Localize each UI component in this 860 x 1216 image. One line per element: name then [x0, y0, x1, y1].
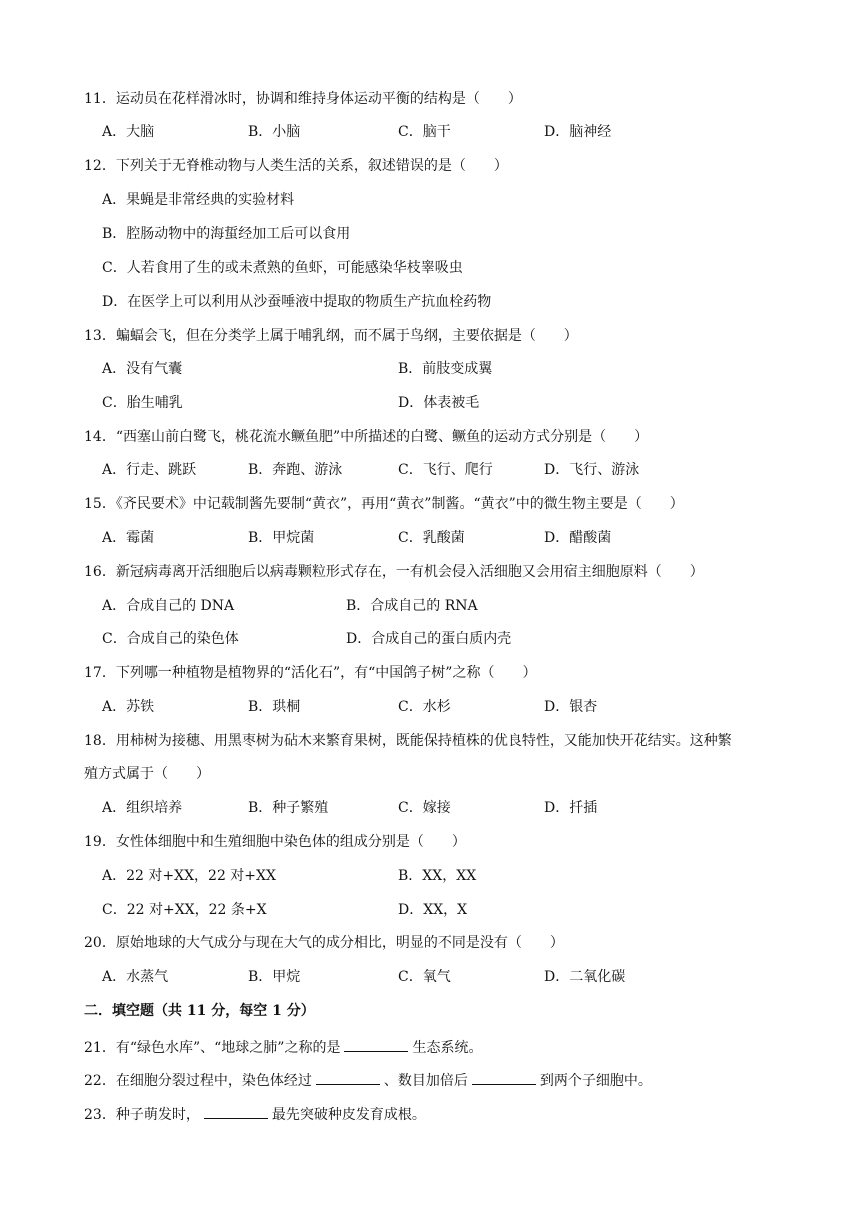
question-11-option-a: A．大脑: [102, 124, 155, 140]
answer-blank[interactable]: [204, 1102, 268, 1119]
question-18-option-c: C．嫁接: [398, 800, 451, 816]
question-23-text-before: 23．种子萌发时，: [84, 1107, 200, 1123]
question-13-option-a: A．没有气囊: [102, 361, 183, 377]
question-17-option-d: D．银杏: [544, 699, 598, 715]
question-17-option-b: B．珙桐: [248, 699, 301, 715]
question-19-stem: 19．女性体细胞中和生殖细胞中染色体的组成分别是（ ）: [84, 834, 466, 850]
question-18-option-b: B．种子繁殖: [248, 800, 329, 816]
question-22: [84, 1068, 652, 1091]
question-22-text-after: 到两个子细胞中。: [539, 1073, 652, 1089]
question-19-option-a: A．22 对+XX，22 对+XX: [102, 868, 276, 884]
question-13-option-d: D．体表被毛: [398, 395, 480, 411]
question-17-option-c: C．水杉: [398, 699, 451, 715]
question-17-option-a: A．苏铁: [102, 699, 155, 715]
question-13-option-c: C．胎生哺乳: [102, 395, 183, 411]
question-11-option-d: D．脑神经: [544, 124, 612, 140]
question-14-option-c: C．飞行、爬行: [398, 462, 493, 478]
question-18-option-a: A．组织培养: [102, 800, 183, 816]
question-14-option-a: A．行走、跳跃: [102, 462, 197, 478]
question-18-stem: 18．用柿树为接穗、用黑枣树为砧木来繁育果树，既能保持植株的优良特性，又能加快开花结实。这种繁: [84, 733, 732, 749]
question-12-stem: 12．下列关于无脊椎动物与人类生活的关系，叙述错误的是（ ）: [84, 158, 508, 174]
question-20-option-b: B．甲烷: [248, 969, 301, 985]
question-14-stem: 14．“西塞山前白鹭飞，桃花流水鳜鱼肥”中所描述的白鹭、鳜鱼的运动方式分别是（ ）: [84, 429, 649, 445]
question-18-option-d: D．扦插: [544, 800, 598, 816]
question-11-option-c: C．脑干: [398, 124, 451, 140]
question-23-text-after: 最先突破种皮发育成根。: [271, 1107, 426, 1123]
question-16-stem: 16．新冠病毒离开活细胞后以病毒颗粒形式存在，一有机会侵入活细胞又会用宿主细胞原料（ ）: [84, 564, 704, 580]
question-12-option-a: A．果蝇是非常经典的实验材料: [102, 192, 295, 208]
question-12-option-c: C．人若食用了生的或未煮熟的鱼虾，可能感染华枝睾吸虫: [102, 260, 463, 276]
answer-blank[interactable]: [472, 1068, 536, 1085]
question-20-option-d: D．二氧化碳: [544, 969, 626, 985]
question-16-option-d: D．合成自己的蛋白质内壳: [346, 631, 512, 647]
question-16-option-a: A．合成自己的 DNA: [102, 598, 235, 614]
question-14-option-b: B．奔跑、游泳: [248, 462, 343, 478]
question-11-option-b: B．小脑: [248, 124, 301, 140]
question-12-option-d: D．在医学上可以利用从沙蚕唾液中提取的物质生产抗血栓药物: [102, 294, 492, 310]
answer-blank[interactable]: [316, 1068, 380, 1085]
section-heading: 二．填空题（共 11 分，每空 1 分）: [84, 1003, 315, 1019]
answer-blank[interactable]: [344, 1035, 408, 1052]
question-19-option-d: D．XX，X: [398, 902, 468, 918]
question-16-option-b: B．合成自己的 RNA: [346, 598, 478, 614]
question-15-option-d: D．醋酸菌: [544, 530, 612, 546]
question-18-stem-continued: 殖方式属于（ ）: [84, 766, 210, 782]
question-20-option-c: C．氧气: [398, 969, 451, 985]
question-17-stem: 17．下列哪一种植物是植物界的“活化石”，有“中国鸽子树”之称（ ）: [84, 665, 537, 681]
question-21-text-before: 21．有“绿色水库”、“地球之肺”之称的是: [84, 1040, 341, 1056]
question-19-option-c: C．22 对+XX，22 条+X: [102, 902, 267, 918]
question-15-option-b: B．甲烷菌: [248, 530, 315, 546]
question-23: [84, 1102, 426, 1125]
question-15-option-c: C．乳酸菌: [398, 530, 465, 546]
question-21-text-after: 生态系统。: [412, 1040, 483, 1056]
question-12-option-b: B．腔肠动物中的海蜇经加工后可以食用: [102, 226, 351, 242]
question-14-option-d: D．飞行、游泳: [544, 462, 640, 478]
question-13-option-b: B．前肢变成翼: [398, 361, 493, 377]
question-15-stem: 15．《齐民要术》中记载制酱先要制“黄衣”，再用“黄衣”制酱。“黄衣”中的微生物主要是（ ）: [84, 496, 684, 512]
question-16-option-c: C．合成自己的染色体: [102, 631, 239, 647]
question-13-stem: 13．蝙蝠会飞，但在分类学上属于哺乳纲，而不属于鸟纲，主要依据是（ ）: [84, 328, 578, 344]
question-20-option-a: A．水蒸气: [102, 969, 169, 985]
question-21: [84, 1035, 482, 1058]
question-11-stem: 11．运动员在花样滑冰时，协调和维持身体运动平衡的结构是（ ）: [84, 91, 522, 107]
question-15-option-a: A．霉菌: [102, 530, 155, 546]
question-22-text-middle: 、数目加倍后: [383, 1073, 468, 1089]
question-19-option-b: B．XX，XX: [398, 868, 477, 884]
question-20-stem: 20．原始地球的大气成分与现在大气的成分相比，明显的不同是没有（ ）: [84, 935, 564, 951]
question-22-text-before: 22．在细胞分裂过程中，染色体经过: [84, 1073, 312, 1089]
